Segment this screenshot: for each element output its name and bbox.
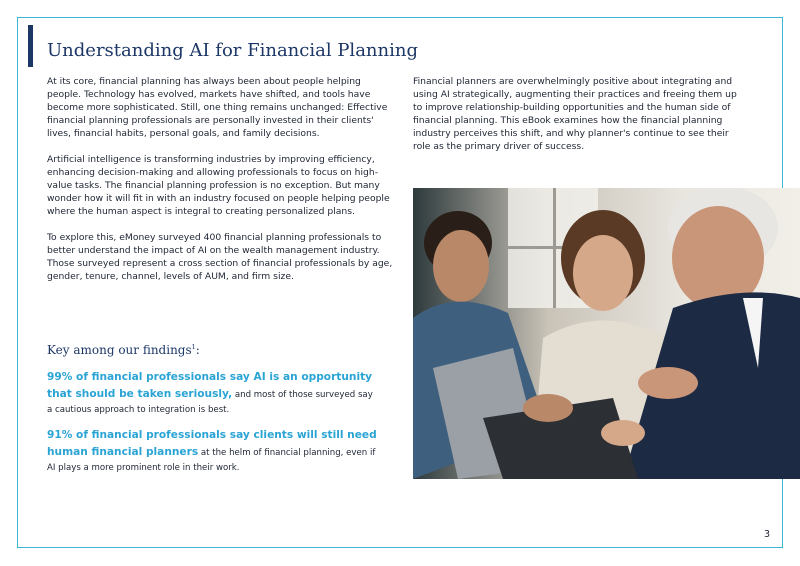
footnote-mark: 1 (191, 343, 196, 351)
right-column (413, 75, 748, 166)
advisor-meeting-photo (413, 188, 800, 479)
ebook-paragraph: Financial planners are overwhelmingly positive about integrating and using AI strategically, augmenting their practices and freeing them up to improve relationship-building opportunities and the human side of financial planning. This eBook examines how the financial planning industry perceives this shift, and why planner's continue to see their role as the primary driver of success. (413, 76, 737, 153)
page-number: 3 (764, 529, 771, 540)
page-title: Understanding AI for Financial Planning (47, 40, 418, 61)
survey-paragraph: To explore this, eMoney surveyed 400 financial planning professionals to better understand the impact of AI on the wealth management industry. Those surveyed represent a cross section of financial professionals by age, gender, tenure, channel, levels of AUM, and firm size. (47, 231, 393, 282)
finding-2-body: at the helm of financial planning, even if AI plays a more prominent role in their work. (47, 447, 376, 473)
finding-1-body: and most of those surveyed say a cautious approach to integration is best. (47, 389, 373, 415)
finding-1-highlight: 99% of financial professionals say AI is an opportunity that should be taken seriously, (47, 371, 373, 400)
ai-paragraph: Artificial intelligence is transforming industries by improving efficiency, enhancing decision-making and allowing professionals to focus on high-value tasks. The financial planning profession is no exception. But many wonder how it will fit in with an industry focused on people helping people where the human aspect is integral to creating personalized plans. (47, 153, 390, 218)
finding-item-2 (47, 428, 377, 477)
finding-item-1 (47, 370, 377, 419)
findings-heading (47, 343, 200, 357)
finding-2-highlight: 91% of financial professionals say clients will still need human financial planners (47, 429, 377, 458)
left-column (47, 75, 393, 295)
title-accent-bar (28, 25, 33, 67)
photo-illustration (413, 188, 800, 479)
findings-heading-text: Key among our findings (47, 343, 192, 357)
intro-paragraph: At its core, financial planning has always been about people helping people. Technology has evolved, markets have shifted, and tools have become more sophisticated. Still, one thing remains unchanged: Effective financial planning professionals are personally invested in their clients' lives, financial habits, personal goals, and family decisions. (47, 76, 388, 140)
findings-heading-colon: : (195, 343, 200, 357)
